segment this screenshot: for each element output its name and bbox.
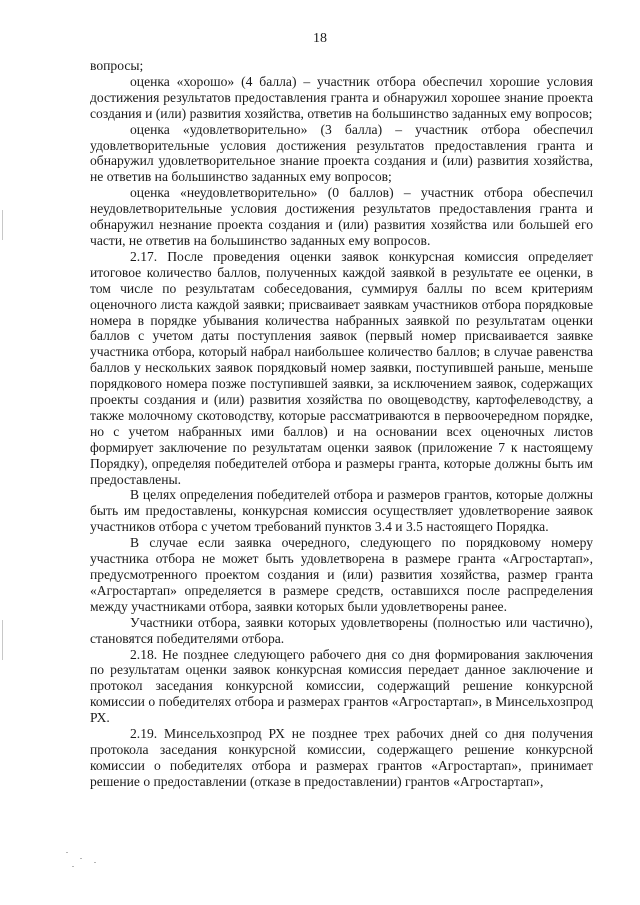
scan-edge-mark: [2, 620, 3, 660]
paragraph: оценка «удовлетворительно» (3 балла) – участник отбора обеспечил удовлетворительные условия достижения результатов предоставления гранта и обнаружил удовлетворительное знание проекта создания и (или) развития хозяйства, не ответив на большинство заданных ему вопросов;: [90, 121, 593, 185]
paragraph: 2.17. После проведения оценки заявок конкурсная комиссия определяет итоговое количество баллов, полученных каждой заявкой в результате ее оценки, в том числе по результатам собеседования, суммируя баллы по всем критериям оценочного листа каждой заявки; присваивает заявкам участников отбора порядковые номера в порядке убывания количества набранных заявкой по результатам оценки баллов с учетом даты поступления заявок (первый номер присваивается заявке участника отбора, который набрал наибольшее количество баллов; в случае равенства баллов у нескольких заявок порядковый номер заявки, поступившей раньше, меньше порядкового номера позже поступившей заявки, за исключением заявок, содержащих проекты создания и (или) развития хозяйства по овощеводству, картофелеводству, а также молочному скотоводству, которые рассматриваются в первоочередном порядке, но с учетом набранных ими баллов) и на основании всех оценочных листов формирует заключение по результатам оценки заявок (приложение 7 к настоящему Порядку), определяя победителей отбора и размеры гранта, которые должны быть им предоставлены.: [90, 248, 593, 487]
page-number: 18: [313, 31, 327, 46]
scan-edge-mark: [2, 210, 3, 240]
paragraph: В целях определения победителей отбора и размеров грантов, которые должны быть им предоставлены, конкурсная комиссия осуществляет удовлетворение заявок участников отбора с учетом требований пунктов 3.4 и 3.5 настоящего Порядка.: [90, 487, 593, 535]
scan-dot: [72, 866, 74, 867]
paragraph: вопросы;: [90, 58, 144, 73]
scan-dot: [94, 862, 96, 863]
paragraph: оценка «неудовлетворительно» (0 баллов) – участник отбора обеспечил неудовлетворительные условия достижения результатов предоставления гранта и обнаружил незнание проекта создания и (или) развития хозяйства или большей его части, не ответив на большинство заданных ему вопросов.: [90, 185, 593, 248]
paragraph: 2.18. Не позднее следующего рабочего дня со дня формирования заключения по результатам оценки заявок конкурсная комиссия передает данное заключение и протокол заседания конкурсной комиссии, содержащий решение конкурсной комиссии о победителях отбора и размерах грантов «Агростартап», в Минсельхозпрод РХ.: [90, 646, 593, 726]
paragraph: В случае если заявка очередного, следующего по порядковому номеру участника отбора не может быть удовлетворена в размере гранта «Агростартап», предусмотренного проектом создания и (или) развития хозяйства, размер гранта «Агростартап» определяется в размере средств, оставшихся после распределения между участниками отбора, заявки которых были удовлетворены ранее.: [90, 535, 593, 614]
document-body: [90, 58, 593, 790]
scan-dot: [66, 852, 68, 853]
paragraph: 2.19. Минсельхозпрод РХ не позднее трех рабочих дней со дня получения протокола заседания конкурсной комиссии, содержащего решение конкурсной комиссии о победителях отбора и размерах грантов «Агростартап», принимает решение о предоставлении (отказе в предоставлении) грантов «Агростартап»,: [90, 726, 593, 789]
paragraph: оценка «хорошо» (4 балла) – участник отбора обеспечил хорошие условия достижения результатов предоставления гранта и обнаружил хорошее знание проекта создания и (или) развития хозяйства, ответив на большинство заданных ему вопросов;: [90, 73, 593, 121]
scan-dot: [80, 858, 82, 859]
paragraph: Участники отбора, заявки которых удовлетворены (полностью или частично), становятся победителями отбора.: [90, 614, 593, 646]
